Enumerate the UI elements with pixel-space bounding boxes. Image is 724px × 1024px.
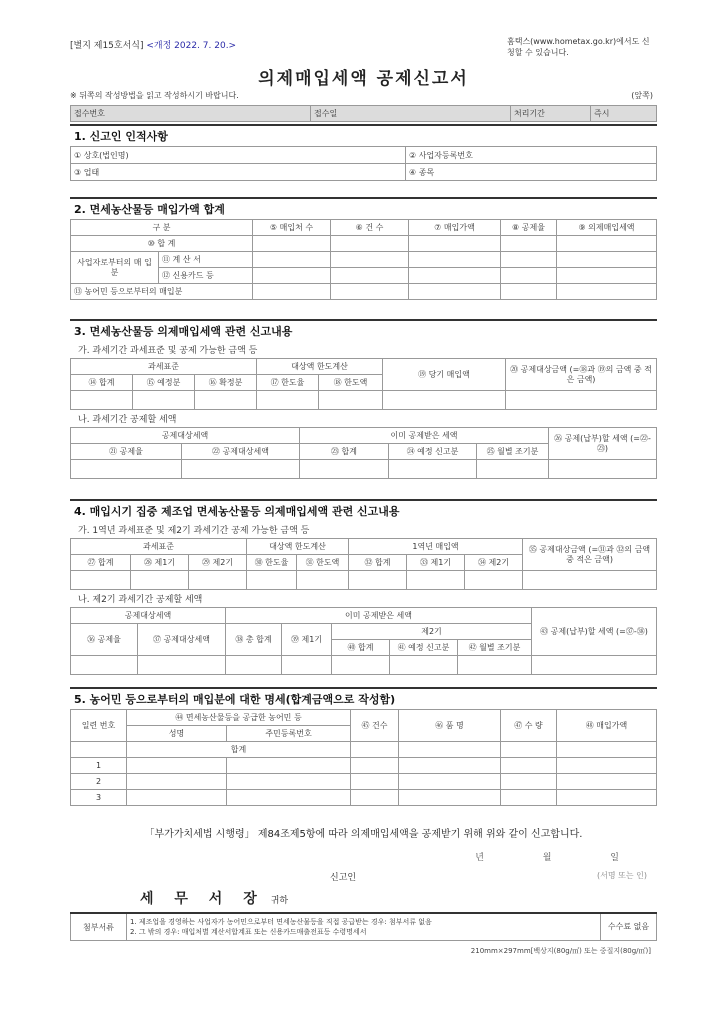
s3b-prelim-cell[interactable] [389,460,477,479]
s5-row-count[interactable] [351,790,399,806]
s3b-monthly-cell[interactable] [477,460,549,479]
item-name-header: ㊻ 품 명 [399,710,501,742]
instruction-note [70,90,657,101]
total-tax-cell[interactable] [557,236,657,252]
s4a-cell-1[interactable] [71,571,131,590]
s5-row-amount[interactable] [557,774,657,790]
business-purchase-label: 사업자로부터의 매 입 분 [71,252,159,284]
total-cases-cell[interactable] [331,236,409,252]
farmer-suppliers-cell[interactable] [253,284,331,300]
section-5 [70,687,657,806]
s4a-cell-3[interactable] [189,571,247,590]
s5-row-number: 2 [71,774,127,790]
limit-rate-header: ⑰ 한도율 [257,375,319,391]
s3b-total-cell[interactable] [300,460,389,479]
farmer-amount-cell[interactable] [409,284,501,300]
tax-office-name: 세 무 서 장 [140,891,265,907]
section-2-title: 2. 면세농산물등 매입가액 합계 [70,197,657,219]
s4b-cell-1[interactable] [71,656,138,675]
s3b-payable-cell[interactable] [549,460,657,479]
s4-payable-header: ㊸ 공제(납부)할 세액 (=㊲-㊳) [532,608,657,656]
section-1 [70,124,657,181]
current-purchase-header: ⑲ 당기 매입액 [383,359,506,391]
s3-target-tax-header: ㉒ 공제대상세액 [182,444,300,460]
farmer-tax-cell[interactable] [557,284,657,300]
deduction-rate-header: ⑧ 공제율 [501,220,557,236]
business-type-field[interactable]: ③ 업태 [71,164,406,181]
s5-row-name[interactable] [127,758,227,774]
total-rate-cell[interactable] [501,236,557,252]
s4-limit-rate-header: ㉚ 한도율 [247,555,297,571]
supplier-count-header: ⑤ 매입처 수 [253,220,331,236]
s4a-cell-6[interactable] [349,571,407,590]
section-4a-title: 가. 1역년 과세표준 및 제2기 과세기간 공제 가능한 금액 등 [78,526,310,536]
invoice-tax-cell[interactable] [557,252,657,268]
s3b-rate-cell[interactable] [71,460,182,479]
farmer-row-label: ⑬ 농어민 등으로부터의 매입분 [71,284,253,300]
s4-already-header: 이미 공제받은 세액 [226,608,532,624]
s4b-cell-4[interactable] [282,656,332,675]
s5-row-amount[interactable] [557,790,657,806]
s4-tax-base-header: 과세표준 [71,539,247,555]
receipt-date: 접수일 [311,106,511,122]
section-4-title: 4. 매입시기 집중 제조업 면세농산물등 의제매입세액 관련 신고내용 [70,499,657,521]
attachments-list [127,913,601,941]
s4-target-tax-header: 공제대상세액 [71,608,226,624]
s5-total-label: 합계 [127,742,351,758]
invoice-row-label: ⑪ 계 산 서 [159,252,253,268]
s3-deductible-cell[interactable] [506,391,657,410]
s5-total-qty[interactable] [501,742,557,758]
s5-row-number: 3 [71,790,127,806]
s5-row-item[interactable] [399,758,501,774]
limit-amount-header: ⑱ 한도액 [319,375,383,391]
date-line[interactable]: 년 월 일 [475,853,647,863]
s4a-cell-8[interactable] [465,571,523,590]
s4a-cell-4[interactable] [247,571,297,590]
invoice-amount-cell[interactable] [409,252,501,268]
invoice-cases-cell[interactable] [331,252,409,268]
page-side: (앞쪽) [631,91,653,100]
tax-office-suffix: 귀하 [270,896,289,906]
division-header: 구 분 [71,220,253,236]
name-header: 성명 [127,726,227,742]
s4-base-total-header: ㉗ 합계 [71,555,131,571]
s5-total-serial [71,742,127,758]
quantity-header: ㊼ 수 량 [501,710,557,742]
supplier-farmer-header: ㊹ 면세농산물등을 공급한 농어민 등 [127,710,351,726]
tax-base-header: 과세표준 [71,359,257,375]
section-3b-title: 나. 과세기간 공제할 세액 [78,415,177,425]
farmer-cases-cell[interactable] [331,284,409,300]
s5-total-count[interactable] [351,742,399,758]
s3-rate-header: ㉑ 공제율 [71,444,182,460]
s5-row-count[interactable] [351,774,399,790]
s4-year-total-header: ㉜ 합계 [349,555,407,571]
card-rate-cell[interactable] [501,268,557,284]
signature-placeholder[interactable]: (서명 또는 인) [597,871,647,880]
fee-cell: 수수료 없음 [601,913,657,941]
s3-limit-amount-cell[interactable] [319,391,383,410]
s5-row-rrn[interactable] [227,758,351,774]
s3b-target-cell[interactable] [182,460,300,479]
total-row-label: ⑩ 합 계 [71,236,253,252]
section-2 [70,197,657,300]
s5-total-item[interactable] [399,742,501,758]
s3-purchase-cell[interactable] [383,391,506,410]
s5-row-qty[interactable] [501,758,557,774]
s4-second-monthly-header: ㊷ 월별 조기분 [458,640,532,656]
s4-limit-header: 대상액 한도계산 [247,539,349,555]
s4-year-first-header: ㉝ 제1기 [407,555,465,571]
payable-tax-header: ㉖ 공제(납부)할 세액 (=㉒-㉓) [549,428,657,460]
rrn-header: 주민등록번호 [227,726,351,742]
s3-total-cell[interactable] [71,391,133,410]
s4-base-first-header: ㉘ 제1기 [131,555,189,571]
s3-final-cell[interactable] [195,391,257,410]
s4b-cell-7[interactable] [458,656,532,675]
s5-total-amount[interactable] [557,742,657,758]
attachment-line-1: 1. 제조업을 경영하는 사업자가 농어민으로부터 면세농산물등을 직접 공급받는 경우: 첨부서류 없음 [130,918,432,926]
tax-base-total-header: ⑭ 합계 [71,375,133,391]
s4-second-total-header: ㊵ 합계 [332,640,390,656]
receipt-number: 접수번호 [71,106,311,122]
s4a-cell-2[interactable] [131,571,189,590]
instruction-text: ※ 뒤쪽의 작성방법을 읽고 작성하시기 바랍니다. [70,91,239,100]
attachments-block [70,912,657,941]
s4-year-purchase-header: 1역년 매입액 [349,539,523,555]
trade-name-field[interactable]: ① 상호(법인명) [71,147,406,164]
farmer-rate-cell[interactable] [501,284,557,300]
s4-target-header: ㊲ 공제대상세액 [138,624,226,656]
total-suppliers-cell[interactable] [253,236,331,252]
form-title: 의제매입세액 공제신고서 [258,69,469,89]
processing-period: 처리기간 [511,106,591,122]
deductible-tax-header: 공제대상세액 [71,428,300,444]
s4-year-second-header: ㉞ 제2기 [465,555,523,571]
total-amount-cell[interactable] [409,236,501,252]
s3-limit-rate-cell[interactable] [257,391,319,410]
s3-prelim-cell[interactable] [133,391,195,410]
invoice-rate-cell[interactable] [501,252,557,268]
s5-row-name[interactable] [127,790,227,806]
serial-header: 일련 번호 [71,710,127,742]
paper-spec: 210mm×297mm[백상지(80g/㎡) 또는 중질지(80g/㎡)] [470,947,651,955]
attachment-line-2: 2. 그 밖의 경우: 매입처별 계산서합계표 또는 신용카드매출전표등 수령명세서 [130,928,367,936]
s5-row-number: 1 [71,758,127,774]
form-number: [별지 제15호서식] [70,41,144,51]
tax-base-final-header: ⑯ 확정분 [195,375,257,391]
s3-monthly-early-header: ㉕ 월별 조기분 [477,444,549,460]
section-4 [70,499,657,675]
tax-office [140,888,288,908]
card-row-label: ⑫ 신용카드 등 [159,268,253,284]
s4a-cell-9[interactable] [523,571,657,590]
s5-row-item[interactable] [399,774,501,790]
hometax-note: 홈택스(www.hometax.go.kr)에서도 신청할 수 있습니다. [507,37,650,57]
s3-already-total-header: ㉓ 합계 [300,444,389,460]
section-5-title: 5. 농어민 등으로부터의 매입분에 대한 명세(합계금액으로 작성함) [70,687,657,709]
s4-first-period-header: ㊴ 제1기 [282,624,332,656]
attachments-label: 첨부서류 [71,913,127,941]
purchase-amount-header: ⑦ 매입가액 [409,220,501,236]
section-3-title: 3. 면세농산물등 의제매입세액 관련 신고내용 [70,319,657,341]
s4-limit-amount-header: ㉛ 한도액 [297,555,349,571]
s5-row-amount[interactable] [557,758,657,774]
s4b-cell-2[interactable] [138,656,226,675]
tax-base-prelim-header: ⑮ 예정분 [133,375,195,391]
deductible-amount-header: ⑳ 공제대상금액 (=⑱과 ⑲의 금액 중 적은 금액) [506,359,657,391]
s3-prelim-report-header: ㉔ 예정 신고분 [389,444,477,460]
reporter-label: 신고인 [330,873,357,883]
s5-row-item[interactable] [399,790,501,806]
s4a-cell-5[interactable] [297,571,349,590]
limit-calc-header: 대상액 한도계산 [257,359,383,375]
section-3a-title: 가. 과세기간 과세표준 및 공제 가능한 금액 등 [78,346,258,356]
section-4b-title: 나. 제2기 과세기간 공제할 세액 [78,595,203,605]
s5-row-name[interactable] [127,774,227,790]
s5-amount-header: ㊽ 매입가액 [557,710,657,742]
s4b-cell-3[interactable] [226,656,282,675]
section-3 [70,319,657,479]
s5-row-rrn[interactable] [227,774,351,790]
card-suppliers-cell[interactable] [253,268,331,284]
s4b-cell-8[interactable] [532,656,657,675]
card-amount-cell[interactable] [409,268,501,284]
business-item-field[interactable]: ④ 종목 [406,164,657,181]
declaration-text: 「부가가치세법 시행령」 제84조제5항에 따라 의제매입세액을 공제받기 위해 위와 같이 신고합니다. [144,829,583,840]
invoice-suppliers-cell[interactable] [253,252,331,268]
s4-grand-total-header: ㊳ 총 합계 [226,624,282,656]
s4-rate-header: ㊱ 공제율 [71,624,138,656]
processing-period-value: 즉시 [591,106,657,122]
s4-second-prelim-header: ㊶ 예정 신고분 [390,640,458,656]
s5-row-qty[interactable] [501,790,557,806]
section-1-title: 1. 신고인 인적사항 [70,124,657,146]
already-deducted-header: 이미 공제받은 세액 [300,428,549,444]
card-tax-cell[interactable] [557,268,657,284]
s5-row-count[interactable] [351,758,399,774]
case-count-header: ⑥ 건 수 [331,220,409,236]
s5-row-qty[interactable] [501,774,557,790]
s4-deductible-header: ㉟ 공제대상금액 (=㉛과 ㉜의 금액 중 적은 금액) [523,539,657,571]
card-cases-cell[interactable] [331,268,409,284]
revision-date: <개정 2022. 7. 20.> [146,41,237,51]
s4b-cell-5[interactable] [332,656,390,675]
s5-row-rrn[interactable] [227,790,351,806]
receipt-block [70,105,657,122]
s5-count-header: ㊺ 건수 [351,710,399,742]
s4-second-period-header: 제2기 [332,624,532,640]
deemed-tax-header: ⑨ 의제매입세액 [557,220,657,236]
s4a-cell-7[interactable] [407,571,465,590]
s4-base-second-header: ㉙ 제2기 [189,555,247,571]
s4b-cell-6[interactable] [390,656,458,675]
business-number-field[interactable]: ② 사업자등록번호 [406,147,657,164]
form-header-left [70,38,236,51]
